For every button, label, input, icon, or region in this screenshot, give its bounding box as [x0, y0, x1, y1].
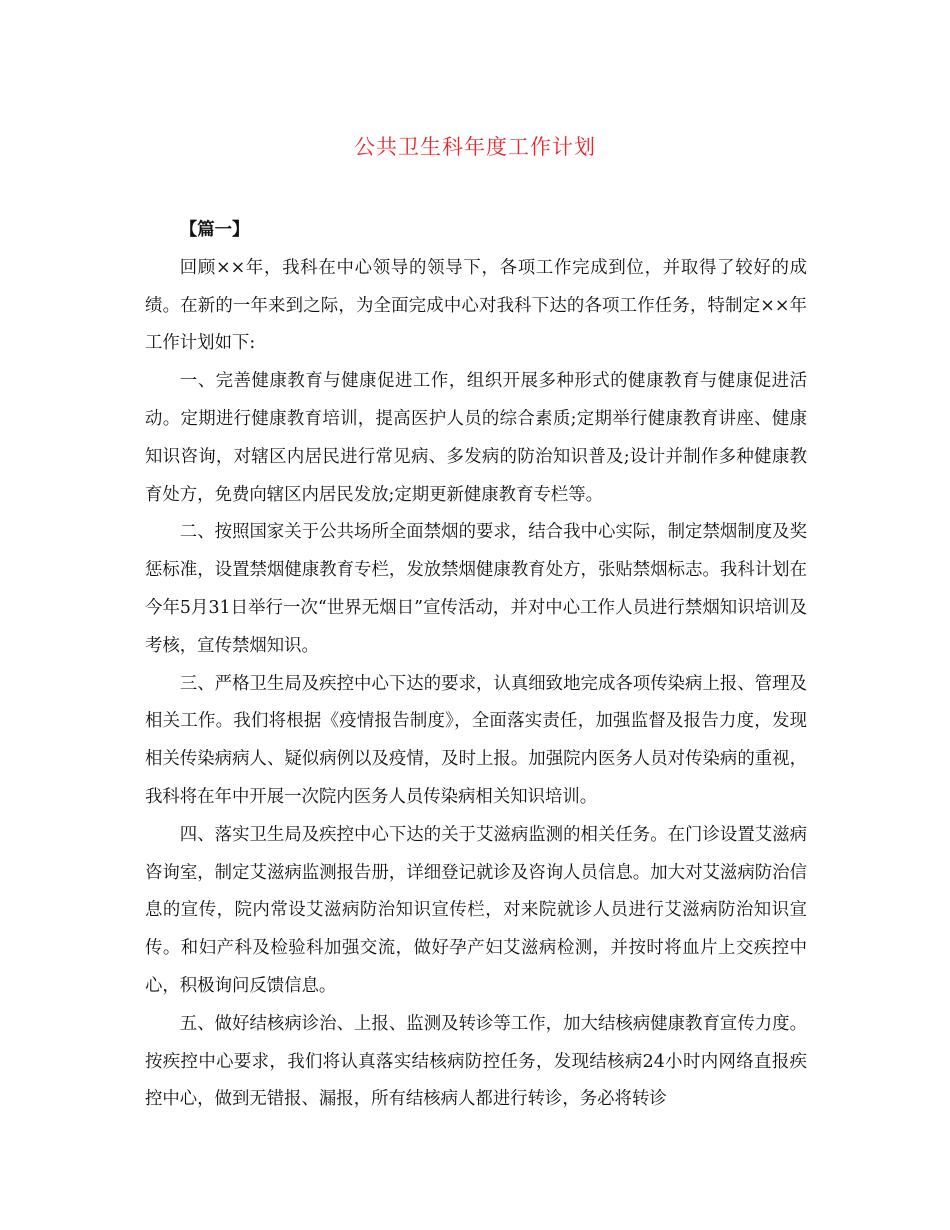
paragraph-item-2: 二、按照国家关于公共场所全面禁烟的要求，结合我中心实际，制定禁烟制度及奖惩标准，设置禁烟健康教育专栏，发放禁烟健康教育处方，张贴禁烟标志。我科计划在今年5月31日举行一次“世界无烟日”宣传活动，并对中心工作人员进行禁烟知识培训及考核，宣传禁烟知识。: [145, 522, 807, 656]
document-body: [145, 212, 807, 1119]
paragraph-item-4: 四、落实卫生局及疾控中心下达的关于艾滋病监测的相关任务。在门诊设置艾滋病咨询室，制定艾滋病监测报告册，详细登记就诊及咨询人员信息。加大对艾滋病防治信息的宣传，院内常设艾滋病防治知识宣传栏，对来院就诊人员进行艾滋病防治知识宣传。和妇产科及检验科加强交流，做好孕产妇艾滋病检测，并按时将血片上交疾控中心，积极询问反馈信息。: [145, 824, 807, 996]
document-title: 公共卫生科年度工作计划: [354, 135, 596, 159]
section-label: 【篇一】: [179, 220, 250, 240]
paragraph-item-1: 一、完善健康教育与健康促进工作，组织开展多种形式的健康教育与健康促进活动。定期进行健康教育培训，提高医护人员的综合素质;定期举行健康教育讲座、健康知识咨询，对辖区内居民进行常见病、多发病的防治知识普及;设计并制作多种健康教育处方，免费向辖区内居民发放;定期更新健康教育专栏等。: [145, 371, 807, 505]
paragraph-item-3: 三、严格卫生局及疾控中心下达的要求，认真细致地完成各项传染病上报、管理及相关工作。我们将根据《疫情报告制度》，全面落实责任，加强监督及报告力度，发现相关传染病病人、疑似病例以及疫情，及时上报。加强院内医务人员对传染病的重视，我科将在年中开展一次院内医务人员传染病相关知识培训。: [145, 673, 807, 807]
paragraph-item-5: 五、做好结核病诊治、上报、监测及转诊等工作，加大结核病健康教育宣传力度。按疾控中心要求，我们将认真落实结核病防控任务，发现结核病24小时内网络直报疾控中心，做到无错报、漏报，所有结核病人都进行转诊，务必将转诊: [145, 1013, 807, 1110]
paragraph-intro: 回顾××年，我科在中心领导的领导下，各项工作完成到位，并取得了较好的成绩。在新的一年来到之际，为全面完成中心对我科下达的各项工作任务，特制定××年工作计划如下:: [145, 257, 807, 354]
